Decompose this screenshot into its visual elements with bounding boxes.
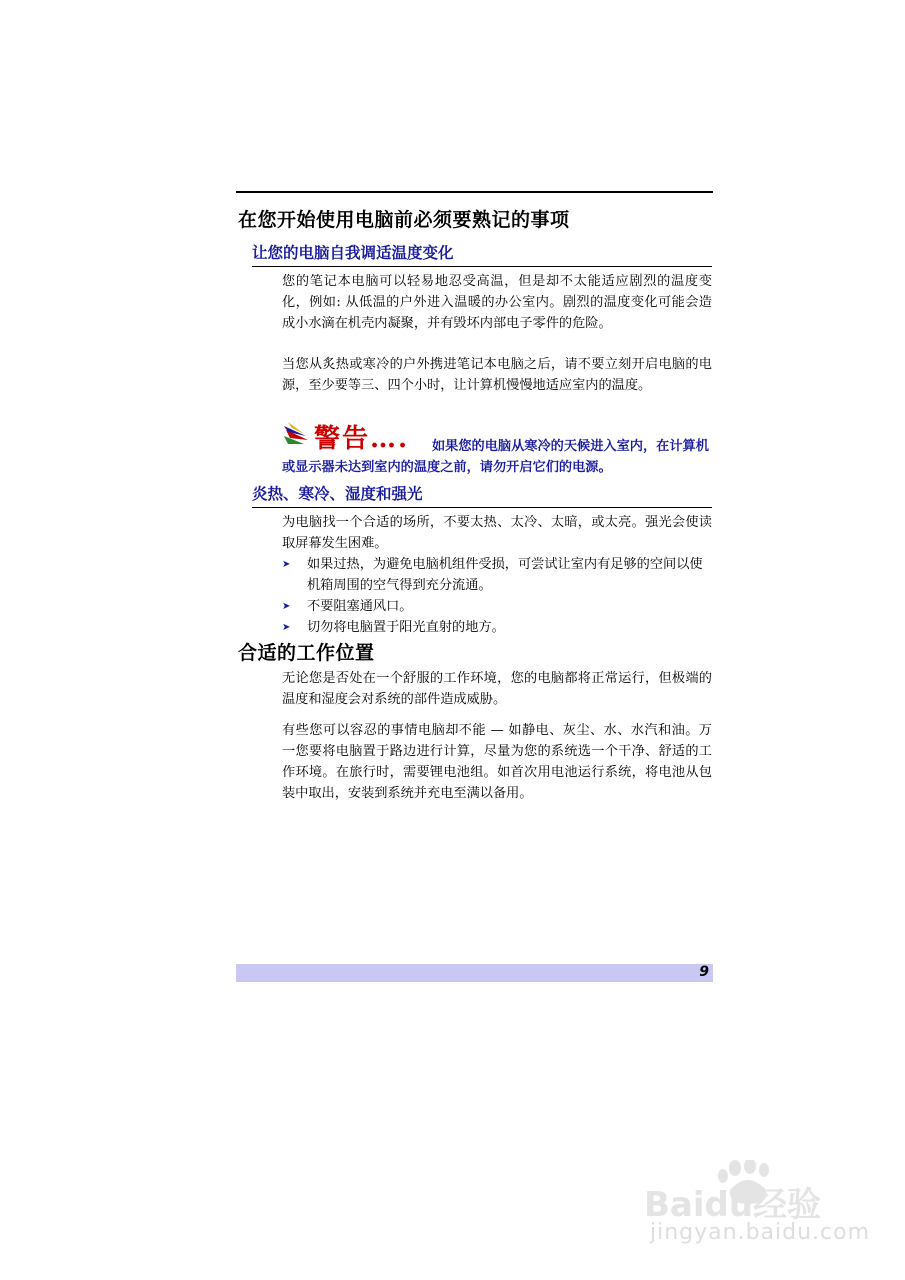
bullet-arrow-icon: ➤ (282, 559, 291, 570)
warning-text: 如果您的电脑从寒冷的天候进入室内，在计算机或显示器未达到室内的温度之前，请勿开启它们的电源。 (282, 439, 709, 475)
warning-title: 警告…. (314, 424, 410, 454)
top-rule (236, 191, 713, 193)
environment-bullet-list (282, 554, 712, 638)
baidu-paw-logo (640, 1160, 860, 1220)
watermark-url: jingyan.baidu.com (650, 1220, 871, 1245)
page-number: 9 (699, 964, 709, 980)
section-title-work-position: 合适的工作位置 (238, 642, 375, 664)
baidu-watermark (640, 1150, 871, 1260)
paragraph-environment: 为电脑找一个合适的场所，不要太热、太冷、太暗，或太亮。强光会使读取屏幕发生困难。 (282, 515, 712, 551)
list-item: ➤ 切勿将电脑置于阳光直射的地方。 (282, 617, 712, 638)
paragraph-temperature-2: 当您从炙热或寒冷的户外携进笔记本电脑之后，请不要立刻开启电脑的电源，至少要等三、四个小时，让计算机慢慢地适应室内的温度。 (282, 357, 712, 393)
subsection-title-environment: 炎热、寒冷、湿度和强光 (252, 482, 712, 508)
section-title-precautions: 在您开始使用电脑前必须要熟记的事项 (238, 209, 570, 231)
paragraph-temperature-1: 您的笔记本电脑可以轻易地忍受高温，但是却不太能适应剧烈的温度变化，例如: 从低温的户外进入温暖的办公室内。剧烈的温度变化可能会造成小水滴在机壳内凝聚，并有毁坏内部电子零件的危险。 (282, 274, 712, 331)
bullet-arrow-icon: ➤ (282, 601, 291, 612)
list-item: ➤ 如果过热，为避免电脑机组件受损，可尝试让室内有足够的空间以使机箱周围的空气得到充分流通。 (282, 554, 712, 596)
footer-bar (236, 964, 713, 982)
paragraph-work-position-1: 无论您是否处在一个舒服的工作环境，您的电脑都将正常运行，但极端的温度和湿度会对系统的部件造成威胁。 (282, 671, 712, 707)
list-item: ➤ 不要阻塞通风口。 (282, 596, 712, 617)
subsection-title-temperature: 让您的电脑自我调适温度变化 (252, 241, 712, 267)
warning-block (282, 418, 712, 478)
bullet-arrow-icon: ➤ (282, 622, 291, 633)
paragraph-work-position-2: 有些您可以容忍的事情电脑却不能 — 如静电、灰尘、水、水汽和油。万一您要将电脑置于路边进行计算，尽量为您的系统选一个干净、舒适的工作环境。在旅行时，需要锂电池组。如首次用电池运行系统，将电池从包装中取出，安装到系统并充电至满以备用。 (282, 723, 712, 801)
svg-text:Baidu经验: Baidu经验 (644, 1185, 822, 1220)
